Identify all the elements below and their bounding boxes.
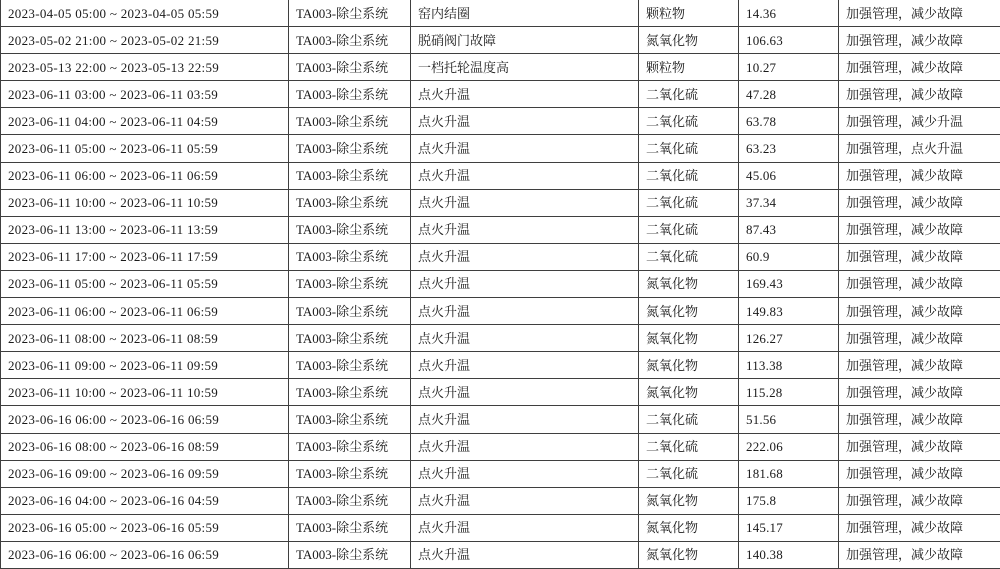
- recommendation-cell: 加强管理，减少故障: [839, 541, 1000, 568]
- system-cell: TA003-除尘系统: [289, 298, 411, 325]
- fault-desc-cell: 点火升温: [411, 81, 639, 108]
- system-cell: TA003-除尘系统: [289, 81, 411, 108]
- value-cell: 37.34: [739, 189, 839, 216]
- system-cell: TA003-除尘系统: [289, 162, 411, 189]
- recommendation-cell: 加强管理，减少故障: [839, 0, 1000, 27]
- table-row: [1, 0, 1000, 27]
- fault-desc-cell: 点火升温: [411, 514, 639, 541]
- table-row: [1, 541, 1000, 568]
- time-range-cell: 2023-05-13 22:00 ~ 2023-05-13 22:59: [1, 54, 289, 81]
- pollutant-cell: 二氧化硫: [639, 108, 739, 135]
- pollutant-cell: 二氧化硫: [639, 460, 739, 487]
- recommendation-cell: 加强管理，减少故障: [839, 325, 1000, 352]
- system-cell: TA003-除尘系统: [289, 270, 411, 297]
- fault-desc-cell: 点火升温: [411, 541, 639, 568]
- pollutant-cell: 二氧化硫: [639, 433, 739, 460]
- pollutant-cell: 颗粒物: [639, 54, 739, 81]
- pollutant-cell: 氮氧化物: [639, 379, 739, 406]
- fault-desc-cell: 一档托轮温度高: [411, 54, 639, 81]
- system-cell: TA003-除尘系统: [289, 0, 411, 27]
- recommendation-cell: 加强管理，减少故障: [839, 487, 1000, 514]
- table-row: [1, 514, 1000, 541]
- system-cell: TA003-除尘系统: [289, 514, 411, 541]
- table-row: [1, 135, 1000, 162]
- pollutant-cell: 氮氧化物: [639, 27, 739, 54]
- pollutant-cell: 二氧化硫: [639, 406, 739, 433]
- table-row: [1, 487, 1000, 514]
- table-body: [1, 0, 1000, 569]
- recommendation-cell: 加强管理，减少故障: [839, 243, 1000, 270]
- time-range-cell: 2023-06-11 05:00 ~ 2023-06-11 05:59: [1, 135, 289, 162]
- system-cell: TA003-除尘系统: [289, 379, 411, 406]
- time-range-cell: 2023-06-11 17:00 ~ 2023-06-11 17:59: [1, 243, 289, 270]
- value-cell: 106.63: [739, 27, 839, 54]
- fault-desc-cell: 脱硝阀门故障: [411, 27, 639, 54]
- fault-desc-cell: 点火升温: [411, 216, 639, 243]
- recommendation-cell: 加强管理，减少故障: [839, 27, 1000, 54]
- system-cell: TA003-除尘系统: [289, 243, 411, 270]
- table-row: [1, 27, 1000, 54]
- fault-desc-cell: 点火升温: [411, 162, 639, 189]
- system-cell: TA003-除尘系统: [289, 108, 411, 135]
- value-cell: 14.36: [739, 0, 839, 27]
- value-cell: 140.38: [739, 541, 839, 568]
- recommendation-cell: 加强管理，减少故障: [839, 216, 1000, 243]
- system-cell: TA003-除尘系统: [289, 325, 411, 352]
- fault-desc-cell: 点火升温: [411, 460, 639, 487]
- fault-desc-cell: 点火升温: [411, 270, 639, 297]
- system-cell: TA003-除尘系统: [289, 460, 411, 487]
- system-cell: TA003-除尘系统: [289, 189, 411, 216]
- pollutant-cell: 二氧化硫: [639, 81, 739, 108]
- recommendation-cell: 加强管理，减少故障: [839, 189, 1000, 216]
- pollutant-cell: 氮氧化物: [639, 270, 739, 297]
- value-cell: 175.8: [739, 487, 839, 514]
- time-range-cell: 2023-06-16 06:00 ~ 2023-06-16 06:59: [1, 541, 289, 568]
- fault-desc-cell: 点火升温: [411, 487, 639, 514]
- value-cell: 63.23: [739, 135, 839, 162]
- value-cell: 113.38: [739, 352, 839, 379]
- recommendation-cell: 加强管理，减少故障: [839, 81, 1000, 108]
- pollutant-cell: 二氧化硫: [639, 135, 739, 162]
- system-cell: TA003-除尘系统: [289, 27, 411, 54]
- table-row: [1, 325, 1000, 352]
- time-range-cell: 2023-06-11 13:00 ~ 2023-06-11 13:59: [1, 216, 289, 243]
- recommendation-cell: 加强管理，减少故障: [839, 162, 1000, 189]
- time-range-cell: 2023-05-02 21:00 ~ 2023-05-02 21:59: [1, 27, 289, 54]
- recommendation-cell: 加强管理，点火升温: [839, 135, 1000, 162]
- value-cell: 47.28: [739, 81, 839, 108]
- value-cell: 222.06: [739, 433, 839, 460]
- pollutant-cell: 氮氧化物: [639, 487, 739, 514]
- pollutant-cell: 氮氧化物: [639, 352, 739, 379]
- system-cell: TA003-除尘系统: [289, 352, 411, 379]
- time-range-cell: 2023-06-11 09:00 ~ 2023-06-11 09:59: [1, 352, 289, 379]
- time-range-cell: 2023-04-05 05:00 ~ 2023-04-05 05:59: [1, 0, 289, 27]
- time-range-cell: 2023-06-11 03:00 ~ 2023-06-11 03:59: [1, 81, 289, 108]
- value-cell: 145.17: [739, 514, 839, 541]
- time-range-cell: 2023-06-11 10:00 ~ 2023-06-11 10:59: [1, 379, 289, 406]
- pollutant-cell: 二氧化硫: [639, 243, 739, 270]
- pollutant-cell: 氮氧化物: [639, 298, 739, 325]
- time-range-cell: 2023-06-16 06:00 ~ 2023-06-16 06:59: [1, 406, 289, 433]
- time-range-cell: 2023-06-16 08:00 ~ 2023-06-16 08:59: [1, 433, 289, 460]
- fault-desc-cell: 点火升温: [411, 325, 639, 352]
- fault-desc-cell: 点火升温: [411, 406, 639, 433]
- fault-desc-cell: 点火升温: [411, 108, 639, 135]
- recommendation-cell: 加强管理，减少故障: [839, 379, 1000, 406]
- value-cell: 63.78: [739, 108, 839, 135]
- value-cell: 10.27: [739, 54, 839, 81]
- table-row: [1, 243, 1000, 270]
- system-cell: TA003-除尘系统: [289, 487, 411, 514]
- value-cell: 149.83: [739, 298, 839, 325]
- table-row: [1, 352, 1000, 379]
- recommendation-cell: 加强管理，减少故障: [839, 433, 1000, 460]
- time-range-cell: 2023-06-16 09:00 ~ 2023-06-16 09:59: [1, 460, 289, 487]
- system-cell: TA003-除尘系统: [289, 216, 411, 243]
- recommendation-cell: 加强管理，减少故障: [839, 406, 1000, 433]
- fault-desc-cell: 点火升温: [411, 433, 639, 460]
- table-row: [1, 433, 1000, 460]
- pollutant-cell: 二氧化硫: [639, 162, 739, 189]
- pollutant-cell: 氮氧化物: [639, 325, 739, 352]
- pollutant-cell: 氮氧化物: [639, 514, 739, 541]
- pollutant-cell: 氮氧化物: [639, 541, 739, 568]
- value-cell: 181.68: [739, 460, 839, 487]
- fault-desc-cell: 窑内结圈: [411, 0, 639, 27]
- table-row: [1, 406, 1000, 433]
- value-cell: 126.27: [739, 325, 839, 352]
- value-cell: 60.9: [739, 243, 839, 270]
- table-row: [1, 54, 1000, 81]
- table-row: [1, 298, 1000, 325]
- time-range-cell: 2023-06-11 08:00 ~ 2023-06-11 08:59: [1, 325, 289, 352]
- recommendation-cell: 加强管理，减少故障: [839, 514, 1000, 541]
- value-cell: 115.28: [739, 379, 839, 406]
- system-cell: TA003-除尘系统: [289, 406, 411, 433]
- time-range-cell: 2023-06-11 06:00 ~ 2023-06-11 06:59: [1, 298, 289, 325]
- fault-desc-cell: 点火升温: [411, 298, 639, 325]
- system-cell: TA003-除尘系统: [289, 54, 411, 81]
- system-cell: TA003-除尘系统: [289, 541, 411, 568]
- value-cell: 87.43: [739, 216, 839, 243]
- time-range-cell: 2023-06-11 06:00 ~ 2023-06-11 06:59: [1, 162, 289, 189]
- table-row: [1, 108, 1000, 135]
- fault-desc-cell: 点火升温: [411, 243, 639, 270]
- time-range-cell: 2023-06-16 04:00 ~ 2023-06-16 04:59: [1, 487, 289, 514]
- time-range-cell: 2023-06-11 05:00 ~ 2023-06-11 05:59: [1, 270, 289, 297]
- table-row: [1, 162, 1000, 189]
- pollutant-cell: 二氧化硫: [639, 189, 739, 216]
- system-cell: TA003-除尘系统: [289, 433, 411, 460]
- recommendation-cell: 加强管理，减少升温: [839, 108, 1000, 135]
- fault-desc-cell: 点火升温: [411, 135, 639, 162]
- recommendation-cell: 加强管理，减少故障: [839, 270, 1000, 297]
- table-row: [1, 216, 1000, 243]
- recommendation-cell: 加强管理，减少故障: [839, 54, 1000, 81]
- time-range-cell: 2023-06-11 10:00 ~ 2023-06-11 10:59: [1, 189, 289, 216]
- table-row: [1, 189, 1000, 216]
- value-cell: 51.56: [739, 406, 839, 433]
- fault-desc-cell: 点火升温: [411, 379, 639, 406]
- recommendation-cell: 加强管理，减少故障: [839, 352, 1000, 379]
- recommendation-cell: 加强管理，减少故障: [839, 460, 1000, 487]
- table-row: [1, 460, 1000, 487]
- time-range-cell: 2023-06-11 04:00 ~ 2023-06-11 04:59: [1, 108, 289, 135]
- recommendation-cell: 加强管理，减少故障: [839, 298, 1000, 325]
- value-cell: 169.43: [739, 270, 839, 297]
- table-row: [1, 81, 1000, 108]
- table-row: [1, 379, 1000, 406]
- value-cell: 45.06: [739, 162, 839, 189]
- fault-desc-cell: 点火升温: [411, 189, 639, 216]
- pollutant-cell: 二氧化硫: [639, 216, 739, 243]
- fault-desc-cell: 点火升温: [411, 352, 639, 379]
- table-row: [1, 270, 1000, 297]
- system-cell: TA003-除尘系统: [289, 135, 411, 162]
- pollutant-cell: 颗粒物: [639, 0, 739, 27]
- time-range-cell: 2023-06-16 05:00 ~ 2023-06-16 05:59: [1, 514, 289, 541]
